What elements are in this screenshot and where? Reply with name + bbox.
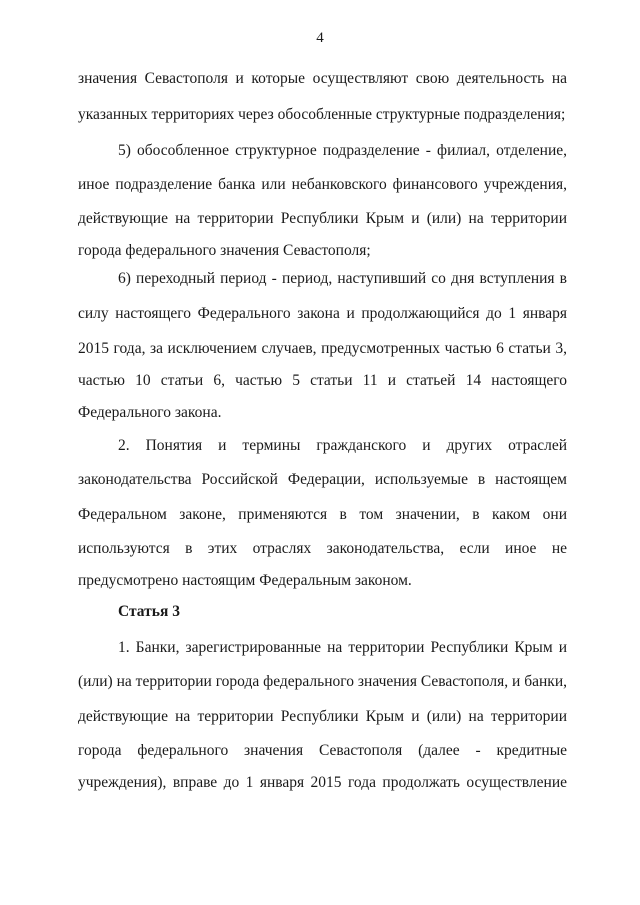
- text-line: Федеральном законе, применяются в том значении, в каком они: [78, 506, 567, 523]
- text-line: 5) обособленное структурное подразделение - филиал, отделение,: [118, 142, 567, 159]
- text-line: используются в этих отраслях законодательства, если иное не: [78, 540, 567, 557]
- text-line: 1. Банки, зарегистрированные на территории Республики Крым и: [118, 639, 567, 656]
- text-line: предусмотрено настоящим Федеральным законом.: [78, 572, 412, 589]
- text-line: (или) на территории города федерального значения Севастополя, и банки,: [78, 673, 567, 690]
- text-line: действующие на территории Республики Крым и (или) на территории: [78, 210, 567, 227]
- text-line: частью 10 статьи 6, частью 5 статьи 11 и статьей 14 настоящего: [78, 372, 567, 389]
- text-line: законодательства Российской Федерации, используемые в настоящем: [78, 471, 567, 488]
- text-line: города федерального значения Севастополя;: [78, 242, 371, 259]
- text-line: Федерального закона.: [78, 404, 222, 421]
- text-line: 2015 года, за исключением случаев, предусмотренных частью 6 статьи 3,: [78, 340, 567, 357]
- text-line: иное подразделение банка или небанковского финансового учреждения,: [78, 176, 567, 193]
- text-line: города федерального значения Севастополя (далее - кредитные: [78, 742, 567, 759]
- text-line: силу настоящего Федерального закона и продолжающийся до 1 января: [78, 305, 567, 322]
- text-line: действующие на территории Республики Крым и (или) на территории: [78, 708, 567, 725]
- text-line: 6) переходный период - период, наступивший со дня вступления в: [118, 270, 567, 287]
- text-line: значения Севастополя и которые осуществляют свою деятельность на: [78, 70, 567, 87]
- article-heading: Статья 3: [118, 603, 180, 620]
- page-number: 4: [316, 30, 324, 46]
- text-line: учреждения), вправе до 1 января 2015 года продолжать осуществление: [78, 774, 567, 791]
- text-line: указанных территориях через обособленные структурные подразделения;: [78, 106, 566, 123]
- text-line: 2. Понятия и термины гражданского и других отраслей: [118, 437, 567, 454]
